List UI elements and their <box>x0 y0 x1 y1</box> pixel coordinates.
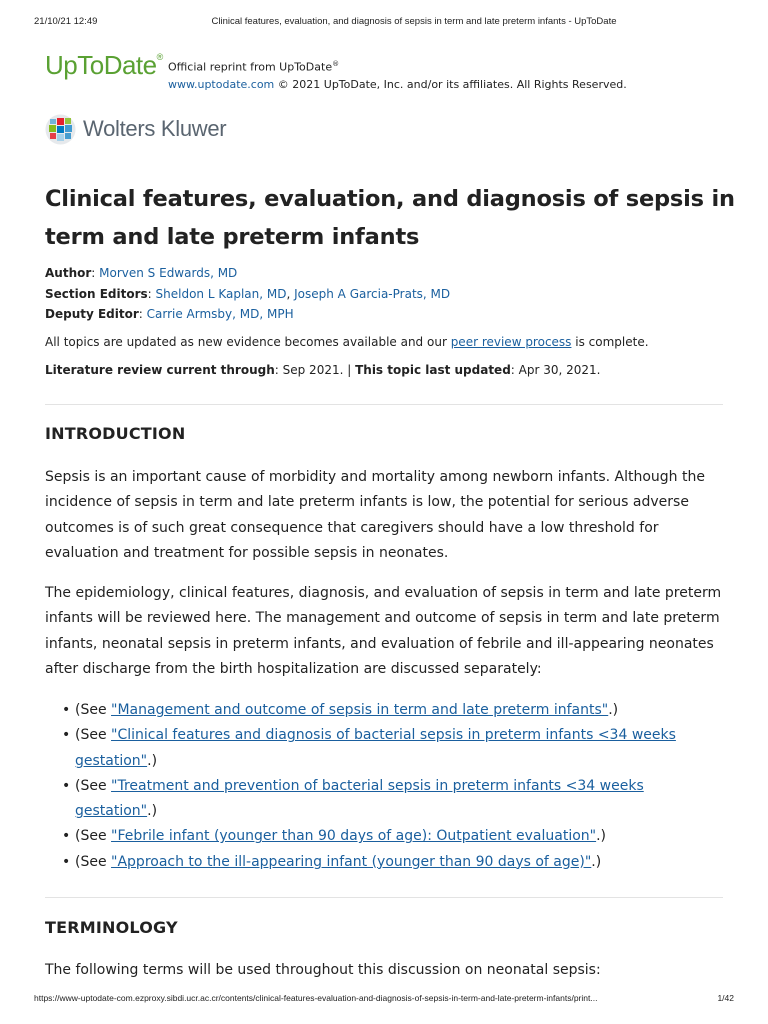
print-footer <box>34 993 734 1007</box>
introduction-paragraph-2: The epidemiology, clinical features, diagnosis, and evaluation of sepsis in term and late preterm infants will be reviewed here. The management and outcome of sepsis in term and late preterm infants, neonatal sepsis in preterm infants, and evaluation of febrile and ill-appearing neonates after discharge from the birth hospitalization are discussed separately: <box>45 585 722 677</box>
deputy-editor-link[interactable]: Carrie Armsby, MD, MPH <box>146 307 294 321</box>
update-notice: All topics are updated as new evidence becomes available and our peer review process is complete. <box>45 335 649 349</box>
reprint-line: Official reprint from UpToDate <box>168 60 333 74</box>
list-item: • (See "Clinical features and diagnosis of bacterial sepsis in preterm infants <34 weeks gestation".) <box>62 727 676 769</box>
print-url: https://www-uptodate-com.ezproxy.sibdi.ucr.ac.cr/contents/clinical-features-evaluation-and-diagnosis-of-sepsis-in-term-and-late-preterm-infants/print... <box>34 993 598 1003</box>
list-item: • (See "Febrile infant (younger than 90 days of age): Outpatient evaluation".) <box>62 828 607 845</box>
topic-link-preterm-treatment-cont[interactable]: gestation" <box>75 803 148 820</box>
wolters-kluwer-mark-icon <box>45 114 76 145</box>
page-number: 1/42 <box>717 993 734 1003</box>
terminology-paragraph: The following terms will be used throughout this discussion on neonatal sepsis: <box>45 962 601 978</box>
wolters-kluwer-wordmark: Wolters Kluwer <box>83 116 227 141</box>
reprint-notice: Official reprint from UpToDate® www.uptodate.com © 2021 UpToDate, Inc. and/or its affiliates. All Rights Reserved. <box>168 60 627 91</box>
author-link[interactable]: Morven S Edwards, MD <box>99 266 238 280</box>
topic-link-preterm-diagnosis[interactable]: "Clinical features and diagnosis of bacterial sepsis in preterm infants <34 weeks <box>111 727 676 744</box>
wolters-kluwer-logo <box>45 114 265 146</box>
introduction-paragraph-1: Sepsis is an important cause of morbidity and mortality among newborn infants. Although the incidence of sepsis in term and late preterm infants is low, the potential for serious adverse outcomes is of such great consequence that caregivers should have a low threshold for evaluation and treatment for possible sepsis in neonates. <box>45 469 705 561</box>
print-timestamp: 21/10/21 12:49 <box>34 16 98 27</box>
topic-link-febrile-infant[interactable]: "Febrile infant (younger than 90 days of age): Outpatient evaluation" <box>111 828 597 845</box>
section-divider <box>45 404 723 405</box>
list-item: • (See "Approach to the ill-appearing infant (younger than 90 days of age)".) <box>62 853 602 870</box>
uptodate-site-link[interactable]: www.uptodate.com <box>168 77 275 91</box>
section-editor-link-1[interactable]: Sheldon L Kaplan, MD <box>155 287 287 301</box>
related-topics-list <box>62 698 722 875</box>
article-title: Clinical features, evaluation, and diagnosis of sepsis in term and late preterm infants <box>45 186 735 250</box>
introduction-heading: INTRODUCTION <box>45 424 186 443</box>
topic-link-ill-appearing-infant[interactable]: "Approach to the ill-appearing infant (younger than 90 days of age)" <box>111 853 592 870</box>
deputy-editor-line: Deputy Editor: Carrie Armsby, MD, MPH <box>45 307 294 321</box>
terminology-heading: TERMINOLOGY <box>45 918 178 937</box>
section-editors-line: Section Editors: Sheldon L Kaplan, MD, Joseph A Garcia-Prats, MD <box>45 287 451 301</box>
author-line: Author: Morven S Edwards, MD <box>45 266 238 280</box>
topic-link-preterm-treatment[interactable]: "Treatment and prevention of bacterial sepsis in preterm infants <34 weeks <box>111 777 644 794</box>
uptodate-logo: UpToDate® <box>45 50 163 80</box>
section-editor-link-2[interactable]: Joseph A Garcia-Prats, MD <box>294 287 451 301</box>
literature-review-line: Literature review current through: Sep 2021. | This topic last updated: Apr 30, 2021. <box>45 363 601 377</box>
topic-link-management-outcome[interactable]: "Management and outcome of sepsis in term and late preterm infants" <box>111 702 609 718</box>
peer-review-link[interactable]: peer review process <box>450 335 572 349</box>
print-header <box>34 16 734 30</box>
list-item: • (See "Treatment and prevention of bacterial sepsis in preterm infants <34 weeks gestation".) <box>62 777 644 820</box>
print-document-title: Clinical features, evaluation, and diagnosis of sepsis in term and late preterm infants - UpToDate <box>211 16 617 27</box>
section-divider <box>45 897 723 898</box>
list-item: • (See "Management and outcome of sepsis in term and late preterm infants".) <box>62 702 619 718</box>
copyright-text: © 2021 UpToDate, Inc. and/or its affiliates. All Rights Reserved. <box>277 77 627 91</box>
topic-link-preterm-diagnosis-cont[interactable]: gestation" <box>75 752 148 769</box>
